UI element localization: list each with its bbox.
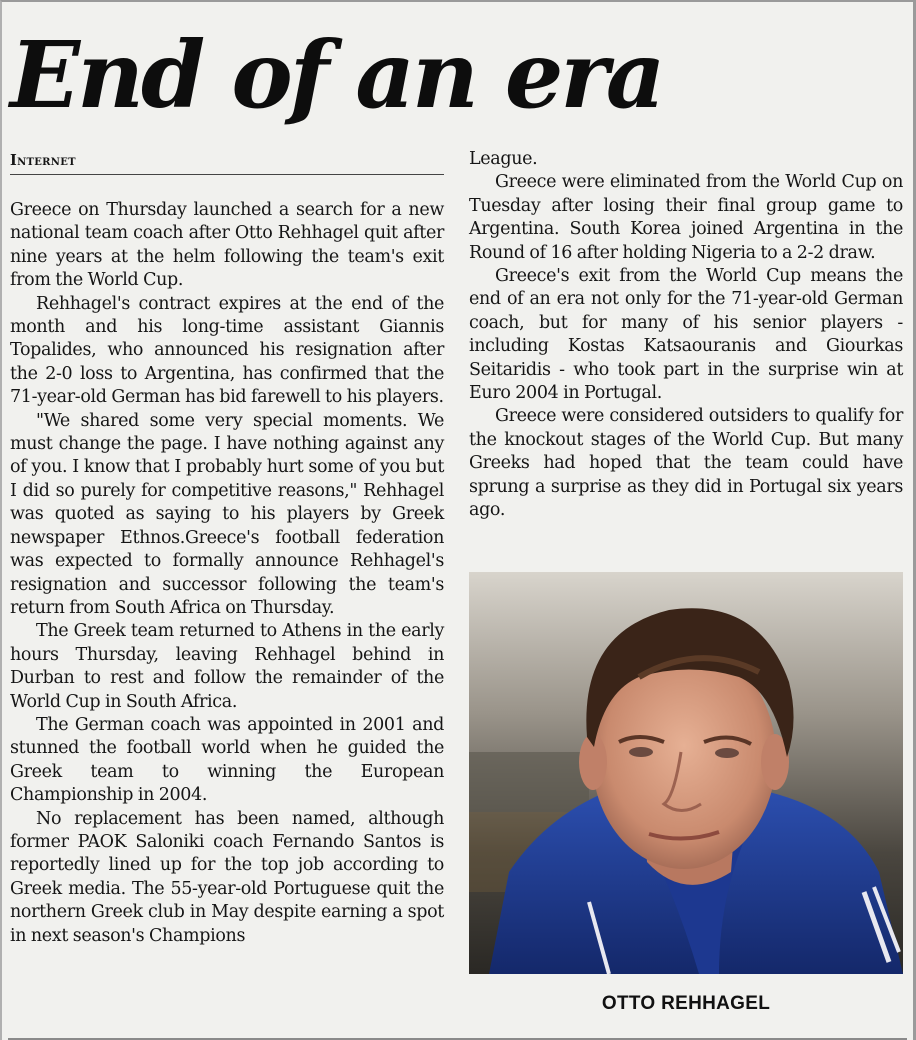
paragraph: "We shared some very special moments. We must change the page. I have nothing against any of you. I know that I probably hurt some of you but I did so purely for competitive reasons," Rehhagel was quoted as saying to his players by Greek newspaper Ethnos.Greece's football federation was expected to formally announce Rehhagel's resignation and successor following the team's return from South Africa on Thursday. bbox=[10, 410, 444, 618]
source-label: Internet bbox=[10, 152, 444, 175]
photo-caption: OTTO REHHAGEL bbox=[601, 993, 771, 1014]
paragraph: The Greek team returned to Athens in the early hours Thursday, leaving Rehhagel behind in Durban to rest and follow the remainder of the World Cup in South Africa. bbox=[10, 621, 444, 712]
headline: End of an era bbox=[10, 21, 663, 129]
paragraph: The German coach was appointed in 2001 and stunned the football world when he guided the Greek team to winning the European Championship in 2004. bbox=[10, 714, 444, 806]
paragraph: Greece were eliminated from the World Cup on Tuesday after losing their final group game to Argentina. South Korea joined Argentina in the Round of 16 after holding Nigeria to a 2-2 draw. bbox=[469, 172, 903, 263]
paragraph: Rehhagel's contract expires at the end of the month and his long-time assistant Giannis Topalides, who announced his resignation after the 2-0 loss to Argentina, has confirmed that the 71-year-old German has bid farewell to his players. bbox=[10, 293, 444, 408]
paragraph: No replacement has been named, although former PAOK Saloniki coach Fernando Santos is reportedly lined up for the top job according to Greek media. The 55-year-old Portuguese quit the northern Greek club in May despite earning a spot in next season's Champions bbox=[10, 808, 444, 946]
article-column-right bbox=[469, 148, 903, 523]
coach-portrait-photo bbox=[469, 572, 903, 974]
paragraph: League. bbox=[469, 149, 538, 169]
paragraph: Greece's exit from the World Cup means the end of an era not only for the 71-year-old German coach, but for many of his senior players - including Kostas Katsaouranis and Giourkas Seitaridis - who took part in the surprise win at Euro 2004 in Portugal. bbox=[469, 266, 903, 404]
article-column-left bbox=[10, 199, 444, 948]
paragraph: Greece on Thursday launched a search for a new national team coach after Otto Rehhagel quit after nine years at the helm following the team's exit from the World Cup. bbox=[10, 200, 444, 291]
paragraph: Greece were considered outsiders to qualify for the knockout stages of the World Cup. But many Greeks had hoped that the team could have sprung a surprise as they did in Portugal six years ago. bbox=[469, 406, 903, 521]
